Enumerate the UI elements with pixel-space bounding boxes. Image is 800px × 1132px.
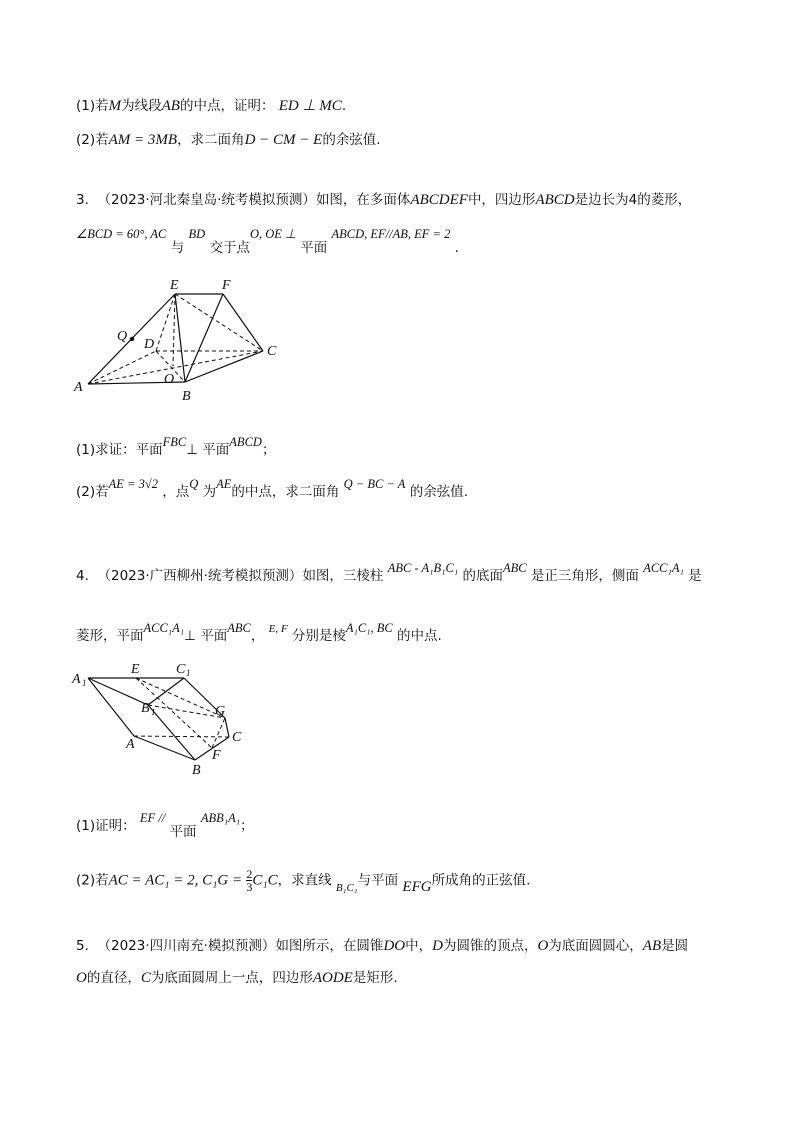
q2-part1 [76, 96, 346, 116]
part-label: (2)若 [76, 132, 109, 148]
vertex-subscript-a1: 1 [82, 678, 87, 688]
vertex-label-a: A [74, 380, 83, 395]
text: 是圆 [661, 938, 689, 954]
text: 为圆锥的顶点， [442, 938, 538, 954]
text: 的中点. [397, 628, 442, 644]
vertex-label-c: C [232, 730, 242, 745]
text: 分别是棱 [291, 628, 346, 644]
text: ； [240, 818, 254, 834]
question-number: 5. [76, 938, 89, 954]
text: 如图所示，在圆锥 [275, 938, 384, 954]
vertex-label-q: Q [117, 329, 128, 344]
question-number: 3. [76, 192, 89, 208]
text: 菱形，平面 [76, 628, 144, 644]
math-expression: AC = AC₁ = 2, C₁G = [108, 872, 243, 889]
text: 交于点 [209, 240, 250, 256]
text: 是正三角形，侧面 [530, 568, 639, 584]
q4-stem-line1 [76, 561, 702, 586]
text: 如图，三棱柱 [302, 568, 384, 584]
math-var: C [140, 970, 151, 986]
vertex-label-c: C [267, 344, 277, 359]
part-label: (2)若 [76, 872, 109, 889]
q3-stem-line2 [76, 227, 459, 256]
q5-stem-line1 [76, 936, 688, 956]
text: 的余弦值. [409, 484, 469, 500]
math-var: EFG [402, 878, 432, 895]
math-var: AB [642, 938, 662, 954]
math-expression: Q − BC − A [343, 477, 406, 491]
math-var: C₁C [252, 872, 278, 889]
text: 是矩形. [352, 970, 398, 986]
text: 为 [202, 484, 217, 500]
text: ，求二面角 [177, 132, 245, 148]
vertex-subscript-c1: 1 [186, 668, 191, 678]
vertex-label-e: E [131, 662, 140, 677]
vertex-label-d: D [144, 337, 155, 352]
math-var: FBC [162, 435, 187, 449]
math-expression: ∠BCD = 60°, AC [76, 227, 167, 241]
text: 为底面圆周上一点，四边形 [150, 970, 313, 986]
question-number: 4. [76, 568, 89, 584]
math-expression: O, OE ⊥ [249, 227, 296, 241]
text: 中，四边形 [467, 192, 536, 208]
part-label: (1)若 [76, 98, 109, 114]
math-var: ABC [227, 621, 251, 635]
math-var: ACC₁A₁ [643, 561, 684, 575]
math-expression: EF // [139, 811, 166, 825]
text: 与平面 [357, 872, 399, 889]
math-var: ABCD [535, 192, 575, 208]
text: ， [250, 628, 265, 644]
text: 平面 [169, 824, 197, 840]
math-var: M [108, 98, 122, 114]
vertex-label-c1: C [176, 662, 186, 677]
q3-polyhedron-figure [70, 272, 290, 407]
fraction-denominator: 3 [246, 880, 253, 894]
math-var: AODE [312, 970, 353, 986]
q3-part2 [76, 477, 469, 502]
text: 的中点，证明： [179, 98, 275, 114]
question-source: （2023·河北秦皇岛·统考模拟预测） [97, 192, 316, 208]
math-var: ABCDEF [410, 192, 468, 208]
text: 是边长为4的菱形， [574, 192, 692, 208]
text: ，求直线 [277, 872, 332, 889]
math-expression: AE = 3√2 [108, 477, 158, 491]
text: 与 [170, 240, 185, 256]
q4-prism-figure [70, 660, 270, 780]
question-source: （2023·四川南充·模拟预测） [97, 938, 276, 954]
part-label: (2)若 [76, 484, 109, 500]
math-var: D [432, 938, 443, 954]
text: . [341, 98, 347, 114]
vertex-label-o: O [164, 372, 175, 387]
text: 为底面圆圆心， [548, 938, 643, 954]
text: 的底面 [462, 568, 503, 584]
math-expression: ED ⊥ MC [278, 98, 342, 114]
text: 平面 [300, 240, 328, 256]
vertex-label-e: E [170, 278, 179, 293]
vertex-label-b: B [192, 763, 201, 778]
math-var: ABCD [229, 435, 262, 449]
text: . [454, 240, 459, 256]
vertex-label-g: G [215, 704, 226, 719]
text: ，点 [162, 484, 190, 500]
text: 的直径， [86, 970, 141, 986]
math-expression: AM = 3MB [108, 132, 178, 148]
math-var: AB [161, 98, 180, 114]
vertex-label-b1: B [141, 701, 150, 716]
point-q-dot [130, 337, 134, 341]
q4-stem-line2 [76, 621, 442, 647]
text: 所成角的正弦值. [431, 872, 531, 889]
vertex-label-f: F [212, 748, 221, 763]
vertex-subscript-b1: 1 [151, 707, 156, 717]
text: 如图，在多面体 [315, 192, 411, 208]
fraction-numerator: 2 [246, 867, 253, 881]
math-var: B₁C₁ [335, 881, 358, 894]
math-var: ABB₁A₁ [200, 811, 241, 825]
math-var: O [76, 970, 87, 986]
math-expression: A₁C₁, BC [345, 621, 393, 635]
text: 的余弦值. [322, 132, 381, 148]
math-var: ACC₁A₁ [143, 621, 185, 635]
question-source: （2023·广西柳州·统考模拟预测） [97, 568, 303, 584]
vertex-label-a1: A [72, 672, 81, 687]
text: ⊥ 平面 [186, 442, 230, 458]
math-expression: ABCD, EF//AB, EF = 2 [331, 227, 451, 241]
math-var: AE [216, 477, 232, 491]
vertex-label-b: B [182, 389, 191, 404]
text: 的中点，求二面角 [231, 484, 340, 500]
math-var: ABC [502, 561, 527, 575]
part-label: (1)求证：平面 [76, 442, 163, 458]
math-expression: D − CM − E [244, 132, 323, 148]
math-var: BD [188, 227, 206, 241]
text: 为线段 [121, 98, 162, 114]
text: 是 [688, 568, 702, 584]
q3-part1 [76, 435, 276, 460]
math-var: DO [383, 938, 406, 954]
math-var: O [537, 938, 549, 954]
text: ⊥ 平面 [184, 628, 228, 644]
text: 中， [405, 938, 433, 954]
vertex-label-f: F [222, 278, 231, 293]
part-label: (1)证明： [76, 818, 136, 834]
q5-stem-line2 [76, 968, 398, 988]
math-var: Q [189, 477, 199, 491]
q3-stem-line1 [76, 190, 691, 210]
math-expression: ABC - A₁B₁C₁ [387, 561, 459, 575]
math-var: E, F [268, 623, 288, 635]
q4-part1 [76, 811, 254, 840]
vertex-label-a: A [126, 737, 135, 752]
q2-part2 [76, 130, 381, 150]
q4-part2 [76, 868, 530, 893]
text: ； [261, 442, 276, 458]
